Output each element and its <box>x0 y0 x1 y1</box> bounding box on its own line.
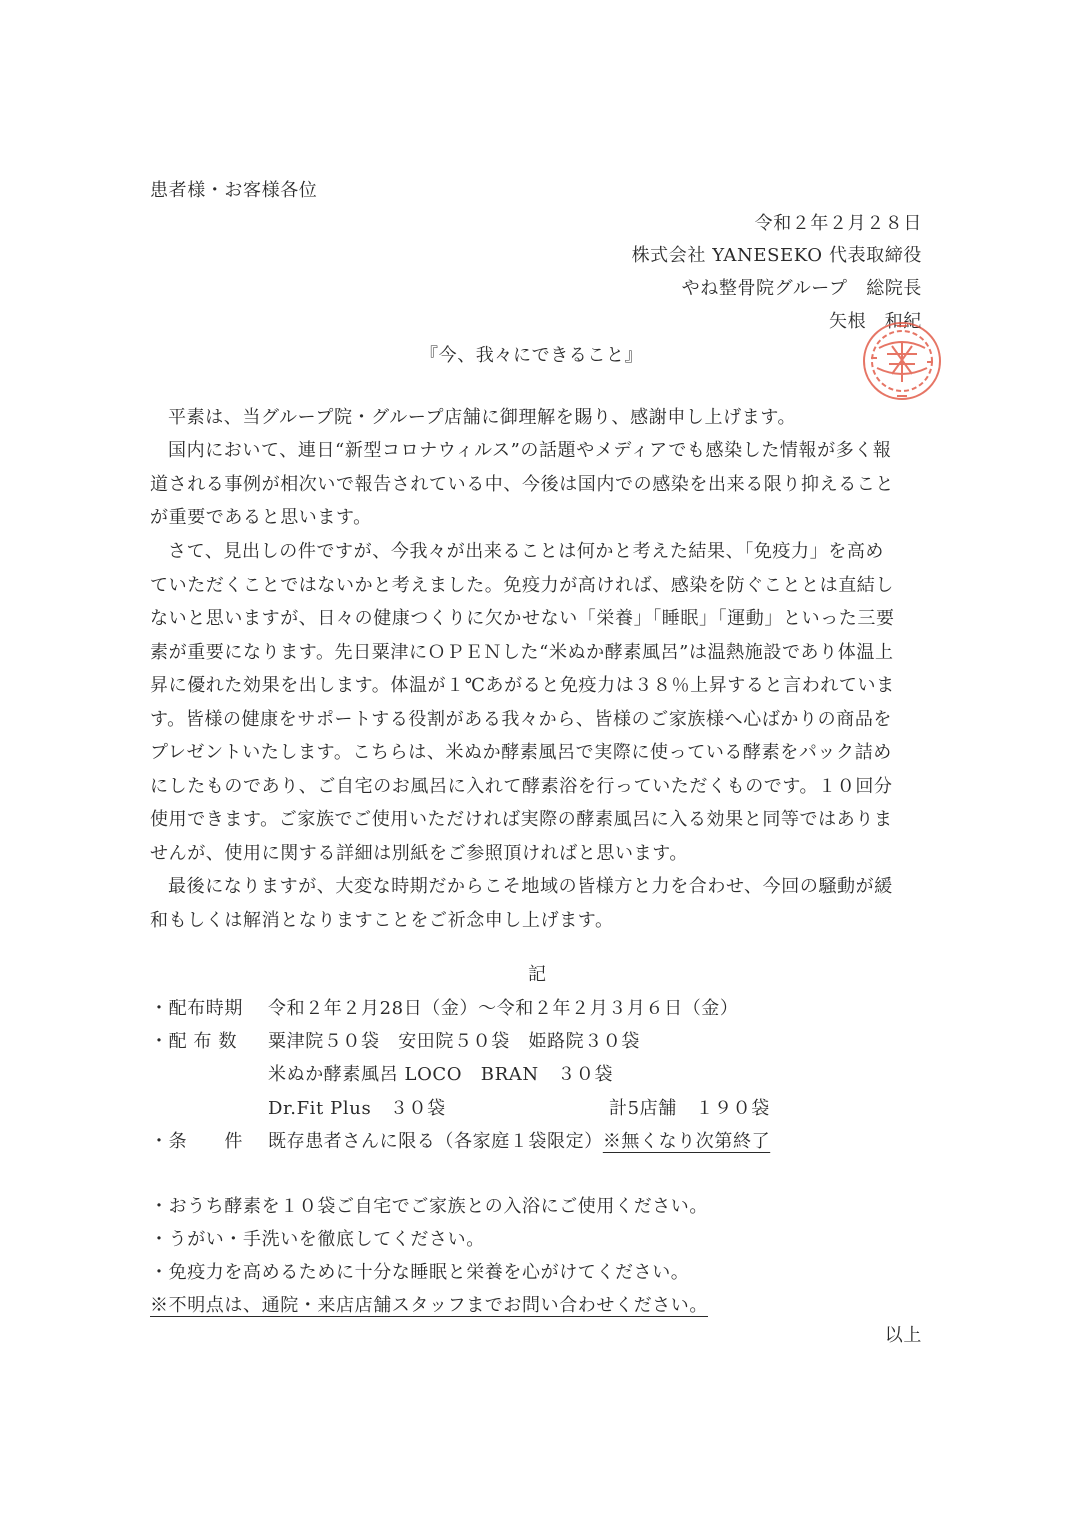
closing: 以上 <box>884 1325 922 1346</box>
condition-label: ・条 件 <box>150 1131 243 1152</box>
distribution-total: 計5店舗 １９０袋 <box>609 1098 770 1119</box>
distribution-count-line-3-left: Dr.Fit Plus ３０袋 <box>268 1098 446 1119</box>
body-line: 国内において、連日“新型コロナウィルス”の話題やメディアでも感染した情報が多く報 <box>168 440 892 461</box>
body-line: 使用できます。ご家族でご使用いただければ実際の酵素風呂に入る効果と同等ではありま <box>150 809 893 830</box>
distribution-period-value: 令和２年２月28日（金）～令和２年２月３月６日（金） <box>268 998 739 1019</box>
body-line: 昇に優れた効果を出します。体温が１℃あがると免疫力は３８％上昇すると言われていま <box>150 675 895 696</box>
document-title: 『今、我々にできること』 <box>420 345 644 366</box>
note-item: ・うがい・手洗いを徹底してください。 <box>150 1229 485 1250</box>
distribution-count-line-2: 米ぬか酵素風呂 LOCO BRAN ３０袋 <box>268 1064 614 1085</box>
group-title: やね整骨院グループ 総院長 <box>681 278 922 299</box>
distribution-count-label: ・配 布 数 <box>150 1031 238 1052</box>
note-item: ・おうち酵素を１０袋ご自宅でご家族との入浴にご使用ください。 <box>150 1196 708 1217</box>
contact-note: ※不明点は、通院・来店店舗スタッフまでお問い合わせください。 <box>150 1295 708 1316</box>
body-line: せんが、使用に関する詳細は別紙をご参照頂ければと思います。 <box>150 843 688 864</box>
record-heading: 記 <box>528 964 547 985</box>
body-line: にしたものであり、ご自宅のお風呂に入れて酵素浴を行っていただくものです。１０回分 <box>150 776 893 797</box>
condition-row <box>150 1131 770 1153</box>
distribution-count-line-1: 粟津院５０袋 安田院５０袋 姫路院３０袋 <box>268 1031 640 1052</box>
body-line: プレゼントいたします。こちらは、米ぬか酵素風呂で実際に使っている酵素をパック詰め <box>150 742 892 763</box>
signatory-name: 矢根 和紀 <box>829 311 922 332</box>
body-line: 最後になりますが、大変な時期だからこそ地域の皆様方と力を合わせ、今回の騒動が緩 <box>168 876 893 897</box>
body-line: が重要であると思います。 <box>150 507 372 528</box>
body-line: さて、見出しの件ですが、今我々が出来ることは何かと考えた結果、「免疫力」を高め <box>168 541 885 562</box>
condition-note: ※無くなり次第終了 <box>602 1131 771 1152</box>
addressee: 患者様・お客様各位 <box>150 180 318 201</box>
body-line: 道される事例が相次いで報告されている中、今後は国内での感染を出来る限り抑えること <box>150 474 894 495</box>
date: 令和２年２月２８日 <box>754 213 922 234</box>
body-line: ないと思いますが、日々の健康つくりに欠かせない「栄養」「睡眠」「運動」といった三要 <box>150 608 895 629</box>
body-line: ていただくことではないかと考えました。免疫力が高ければ、感染を防ぐこととは直結し <box>150 575 894 596</box>
distribution-period-label: ・配布時期 <box>150 998 243 1019</box>
company-title: 株式会社 YANESEKO 代表取締役 <box>631 245 922 266</box>
body-line: 和もしくは解消となりますことをご祈念申し上げます。 <box>150 910 614 931</box>
distribution-count-row <box>150 1031 640 1053</box>
note-item: ・免疫力を高めるために十分な睡眠と栄養を心がけてください。 <box>150 1262 690 1283</box>
body-line: 平素は、当グループ院・グループ店舗に御理解を賜り、感謝申し上げます。 <box>168 407 797 428</box>
body-line: す。皆様の健康をサポートする役割がある我々から、皆様のご家族様へ心ばかりの商品を <box>150 709 893 730</box>
red-seal-stamp-icon <box>857 318 947 404</box>
body-line: 素が重要になります。先日粟津にＯＰＥＮした“米ぬか酵素風呂”は温熱施設であり体温上 <box>150 642 894 663</box>
distribution-period-row <box>150 998 739 1020</box>
condition-value: 既存患者さんに限る（各家庭１袋限定） <box>268 1131 603 1152</box>
